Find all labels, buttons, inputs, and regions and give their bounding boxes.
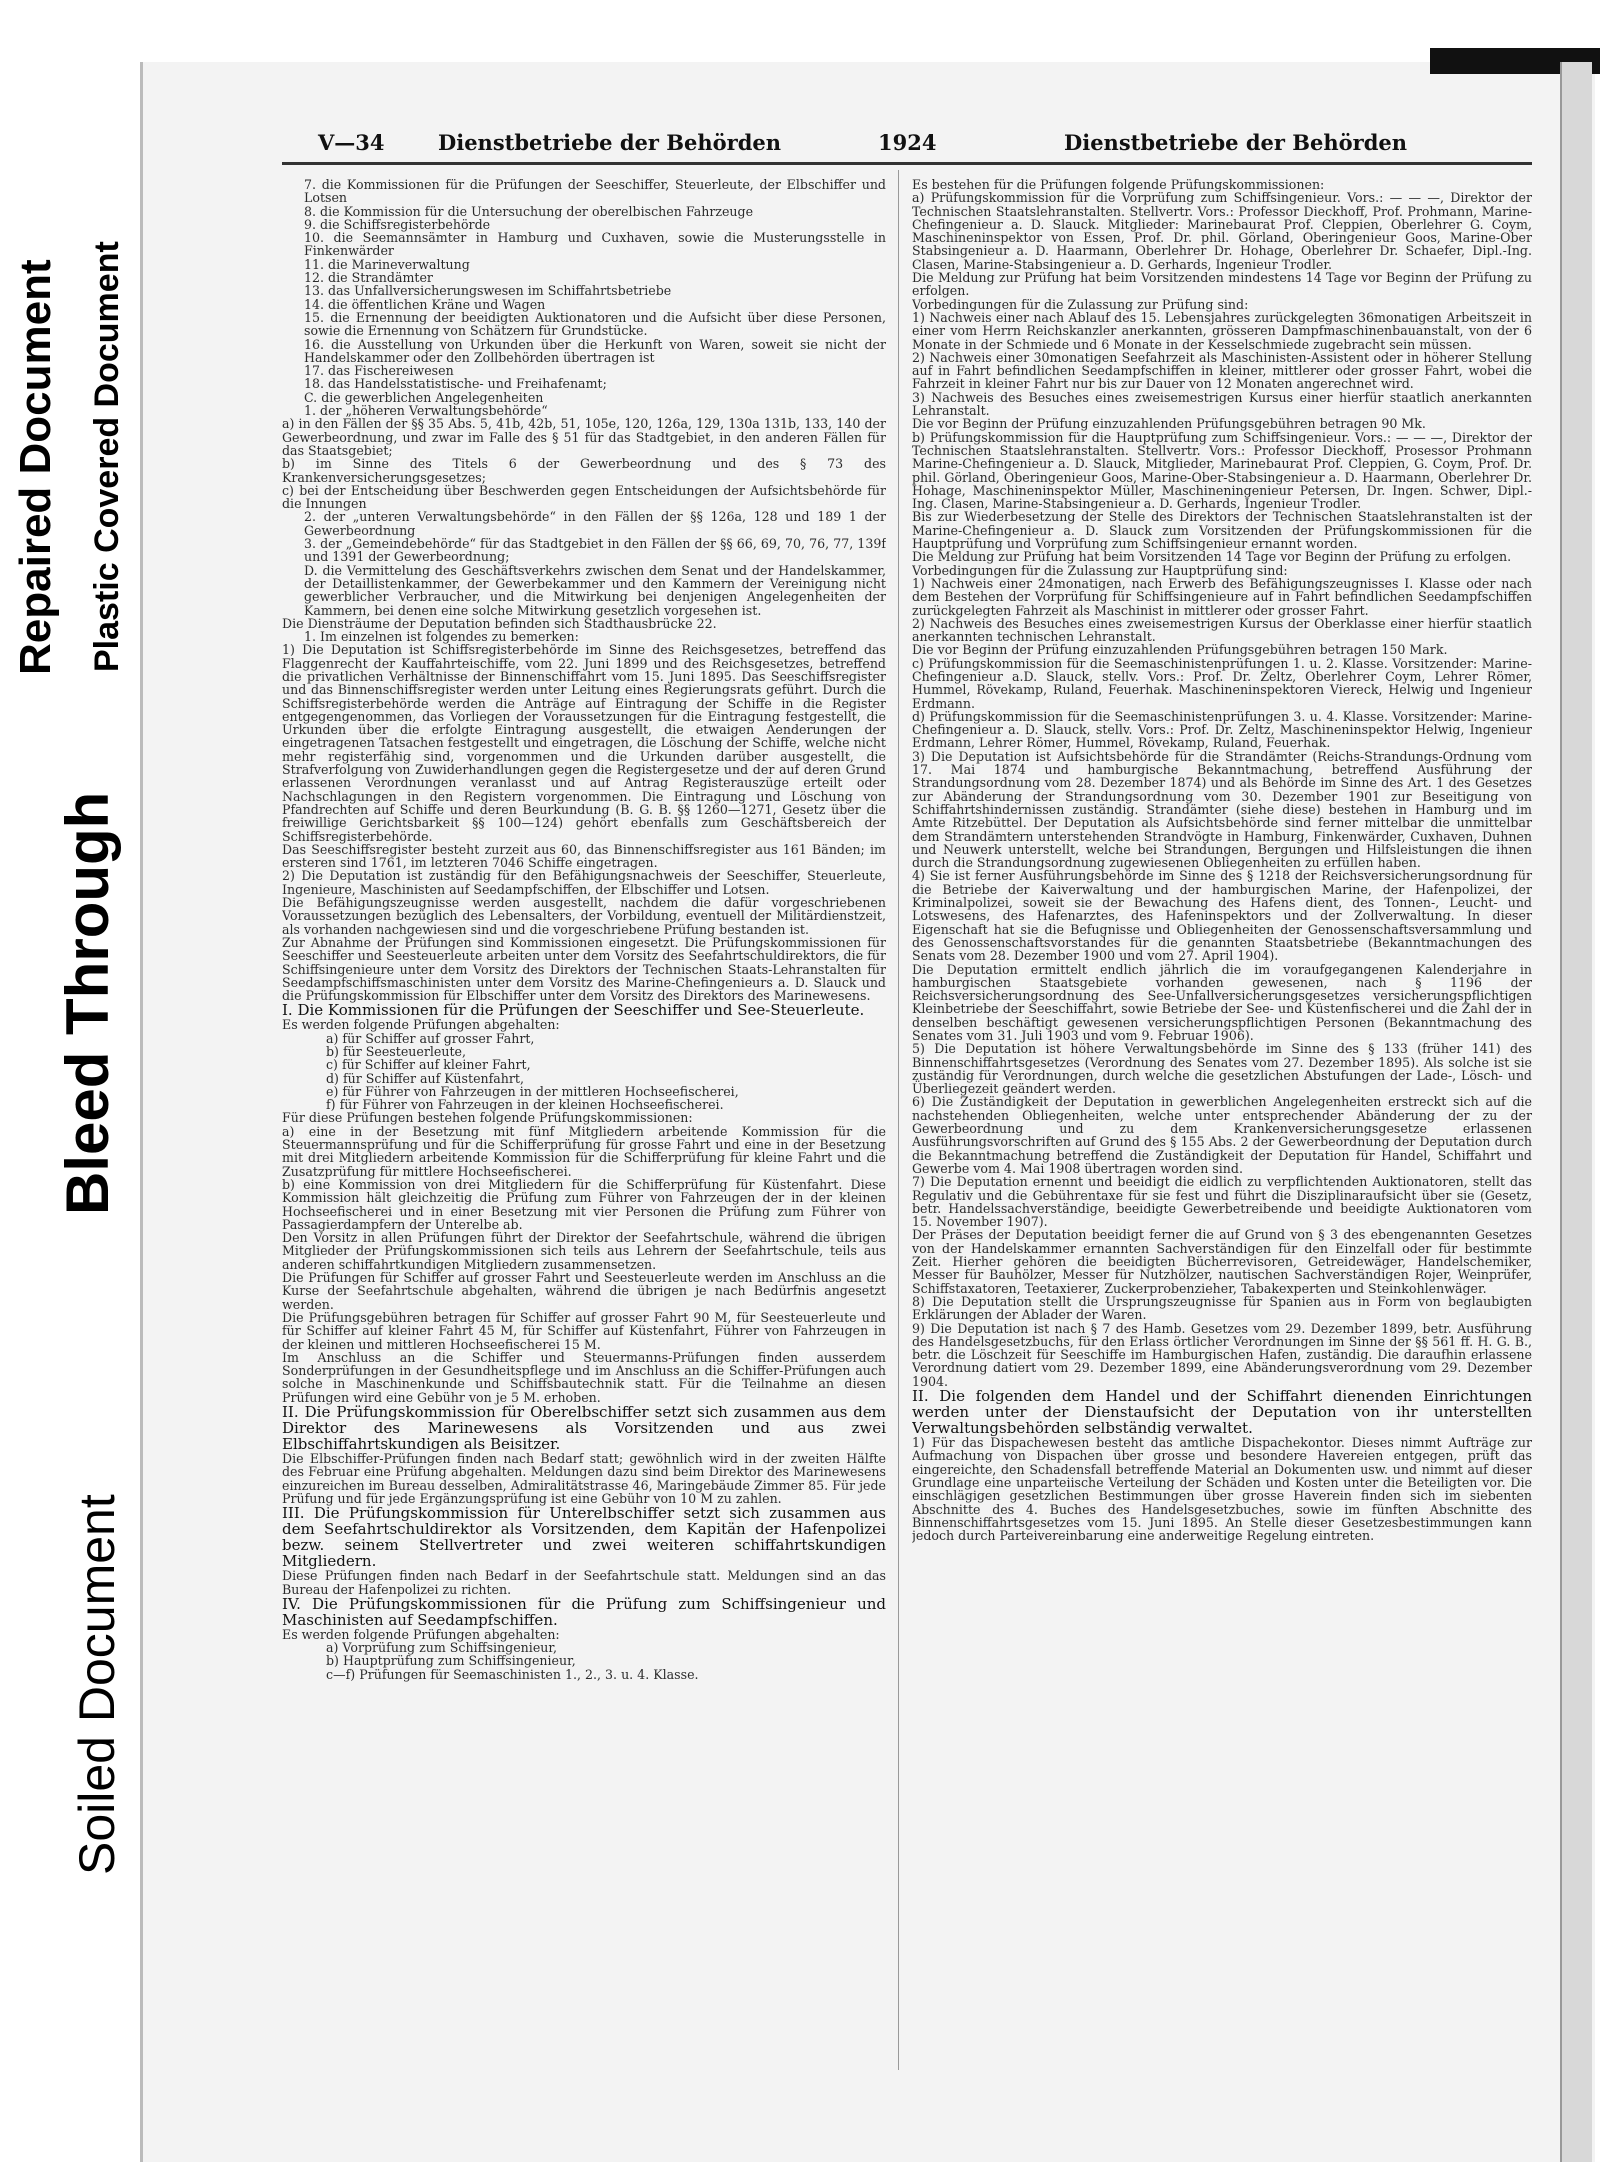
left-column-paragraph: c) für Schiffer auf kleiner Fahrt, <box>326 1057 531 1073</box>
left-column-paragraph: 14. die öffentlichen Kräne und Wagen <box>304 296 546 312</box>
left-column-paragraph: III. Die Prüfungskommission für Unterelbschiffer setzt sich zusammen aus dem Seefahrtschuldirektor als Vorsitzenden, dem Kapitän der Hafenpolizei bezw. seinem Stellvertreter und zwei weiteren schiffahrtskundigen Mitgliedern. <box>282 1504 886 1571</box>
left-column-paragraph: b) Hauptprüfung zum Schiffsingenieur, <box>326 1653 576 1669</box>
right-column-paragraph: 9) Die Deputation ist nach § 7 des Hamb. Gesetzes vom 29. Dezember 1899, betr. Ausführung des Handelsgesetzbuchs, für den Erlass örtlicher Verordnungen im Sinne der §§ 561 ff. H. G. B., betr. die Löschzeit für Seeschiffe im Hamburgischen Hafen, zuständig. Die daraufhin erlassene Verordnung datiert vom 29. Dezember 1899, eine Abänderungsverordnung vom 29. Dezember 1904. <box>912 1320 1532 1389</box>
left-column-paragraph: c) bei der Entscheidung über Beschwerden gegen Entscheidungen der Aufsichtsbehörde für die Innungen <box>282 482 886 512</box>
right-column-paragraph: d) Prüfungskommission für die Seemaschinistenprüfungen 3. u. 4. Klasse. Vorsitzender: Marine-Chefingenieur a. D. Slauck, stellv. Vors.: Prof. Dr. Zeltz, Maschineninspektor Helwig, Ingenieur Erdmann, Lehrer Römer, Hummel, Rövekamp, Ruland, Feuerhak. <box>912 708 1532 751</box>
right-running-title: Dienstbetriebe der Behörden <box>1064 130 1408 155</box>
left-column-paragraph: f) für Führer von Fahrzeugen in der kleinen Hochseefischerei. <box>326 1097 724 1113</box>
left-column-paragraph: Diese Prüfungen finden nach Bedarf in der Seefahrtschule statt. Meldungen sind an das Bureau der Hafenpolizei zu richten. <box>282 1568 886 1597</box>
left-column-paragraph: b) eine Kommission von drei Mitgliedern für die Schifferprüfung für Küstenfahrt. Diese Kommission hält gleichzeitig die Prüfung zum Führer von Fahrzeugen der in der kleinen Hochseefischerei und in einer Besetzung mit vier Personen die Prüfung zum Führer von Passagierdampfern der Unterelbe ab. <box>282 1176 886 1232</box>
soiled-document-label: Soiled Document <box>69 1494 125 1875</box>
right-column-paragraph: 1) Nachweis einer nach Ablauf des 15. Lebensjahres zurückgelegten 36monatigen Arbeitszeit in einer vom Herrn Reichskanzler anerkannten, grösseren Dampfmaschinenbauanstalt, von der 6 Monate in der Schmiede und 6 Monate in der Kesselschmiede zugebracht sein müssen. <box>912 309 1532 352</box>
left-column-paragraph: c—f) Prüfungen für Seemaschinisten 1., 2., 3. u. 4. Klasse. <box>326 1666 699 1682</box>
left-column-paragraph: Zur Abnahme der Prüfungen sind Kommissionen eingesetzt. Die Prüfungskommissionen für Seeschiffer und Seesteuerleute arbeiten unter dem Vorsitz des Seefahrtschuldirektors, die für Schiffsingenieure unter dem Vorsitz des Direktors der Technischen Staats-Lehranstalten für Seedampfschiffsmaschinisten unter dem Vorsitz des Marine-Chefingenieurs a. D. Slauck und die Prüfungskommission für Elbschiffer unter dem Vorsitz des Direktors des Marinewesens. <box>282 934 886 1004</box>
left-column-paragraph: 8. die Kommission für die Untersuchung der oberelbischen Fahrzeuge <box>304 203 754 219</box>
header-rule <box>282 162 1532 165</box>
right-column-paragraph: 4) Sie ist ferner Ausführungsbehörde im Sinne des § 1218 der Reichsversicherungsordnung für die Betriebe der Kaiverwaltung und der hamburgischen Marine, der Hafenpolizei, der Kriminalpolizei, soweit sie der Bewachung des Hafens dient, des Tonnen-, Leucht- und Lotswesens, des Hafenarztes, des Hafeninspektors und der Zollverwaltung. In dieser Eigenschaft hat sie die Befugnisse und Obliegenheiten der Genossenschaftsversammlung und des Genossenschaftsvorstandes für die genannten Staatsbetriebe (Bekanntmachungen des Senats vom 28. Dezember 1900 und vom 27. April 1904). <box>912 868 1532 964</box>
left-column-paragraph: 1) Die Deputation ist Schiffsregisterbehörde im Sinne des Reichsgesetzes, betreffend das Flaggenrecht der Kauffahrteischiffe, vom 22. Juni 1899 und des Reichsgesetzes, betreffend die privatlichen Verhältnisse der Binnenschiffahrt vom 15. Juni 1895. Das Seeschiffsregister und das Binnenschiffsregister werden unter Leitung eines Regierungsrats geführt. Durch die Schiffsregisterbehörde werden die Anträge auf Eintragung der Schiffe in die Register entgegengenommen, das Vorliegen der Voraussetzungen für die Eintragung festgestellt, die Urkunden über die erfolgte Eintragung ausgestellt, die etwaigen Aenderungen der eingetragenen Tatsachen festgestellt und eingetragen, die Löschung der Schiffe, welche nicht mehr registerfähig sind, vorgenommen und die Urkunden darüber ausgestellt, die Strafverfolgung von Zuwiderhandlungen gegen die Registergesetze und der auf deren Grund erlassenen Verordnungen veranlasst und auf Antrag Registerauszüge erteilt oder Nachschlagungen in den Registern vorgenommen. Die Eintragung und Löschung von Pfandrechten auf Schiffe und deren Beurkundung (B. G. B. §§ 1260—1271, Gesetz über die freiwillige Gerichtsbarkeit §§ 100—124) gehört ebenfalls zum Geschäftsbereich der Schiffsregisterbehörde. <box>282 642 886 844</box>
repaired-document-label: Repaired Document <box>11 259 60 675</box>
bleed-through-label: Bleed Through <box>54 791 121 1215</box>
right-column-paragraph: 7) Die Deputation ernennt und beeidigt die eidlich zu verpflichtenden Auktionatoren, stellt das Regulativ und die Gebührentaxe für sie fest und führt die Disziplinaraufsicht über sie (Gesetz, betr. Handelssachverständige, beeidigte Gewerbetreibende und beeidigte Auktionatoren vom 15. November 1907). <box>912 1174 1532 1230</box>
right-column-paragraph: Die vor Beginn der Prüfung einzuzahlenden Prüfungsgebühren betragen 90 Mk. <box>912 416 1426 432</box>
left-column-paragraph: 13. das Unfallversicherungswesen im Schiffahrtsbetriebe <box>304 283 672 299</box>
right-column-paragraph: 1) Nachweis einer 24monatigen, nach Erwerb des Befähigungszeugnisses I. Klasse oder nach dem Bestehen der Vorprüfung für Schiffsingenieure auf in Fahrt befindlichen Seedampfschiffen zurückgelegten Fahrzeit als Maschinist in mittlerer oder grosser Fahrt. <box>912 575 1532 618</box>
right-column-paragraph: 2) Nachweis einer 30monatigen Seefahrzeit als Maschinisten-Assistent oder in höherer Stellung auf in Fahrt befindlichen Seedampfschiffen in kleiner, mittlerer oder grosser Fahrt, wobei die Fahrzeit in kleiner Fahrt nur bis zur Dauer von 12 Monaten angerechnet wird. <box>912 349 1532 392</box>
left-column-paragraph: 18. das Handelsstatistische- und Freihafenamt; <box>304 376 607 392</box>
left-column-paragraph: Die Elbschiffer-Prüfungen finden nach Bedarf statt; gewöhnlich wird in der zweiten Hälfte des Februar eine Prüfung abgehalten. Meldungen dazu sind beim Direktor des Marinewesens einzureichen im Bureau desselben, Admiralitätstrasse 46, Maringebäude Zimmer 85. Für jede Prüfung und für jede Ergänzungsprüfung ist eine Gebühr von 10 M zu zahlen. <box>282 1451 886 1506</box>
year-heading: 1924 <box>878 130 937 155</box>
right-column-paragraph: Vorbedingungen für die Zulassung zur Hauptprüfung sind: <box>912 562 1288 578</box>
right-column-paragraph: Der Präses der Deputation beeidigt ferner die auf Grund von § 3 des ebengenannten Gesetzes von der Handelskammer ernannten Sachverständigen für den Einzelfall oder für bestimmte Zeit. Hierher gehören die beeidigten Bücherrevisoren, Getreidewäger, Handelschemiker, Messer für Bauhölzer, Messer für Nutzhölzer, nautischen Sachverständigen Rojer, Weinprüfer, Schiffstaxatoren, Teetaxierer, Zuckerprobenzieher, Tabakexperten und Steinkohlenwäger. <box>912 1227 1532 1296</box>
left-column-paragraph: Die Befähigungszeugnisse werden ausgestellt, nachdem die dafür vorgeschriebenen Voraussetzungen bezüglich des Lebensalters, der Vorbildung, eventuell der Militärdienstzeit, als vorhanden nachgewiesen sind und die vorgeschriebene Prüfung bestanden ist. <box>282 895 886 937</box>
right-column-paragraph: a) Prüfungskommission für die Vorprüfung zum Schiffsingenieur. Vors.: — — —, Direktor der Technischen Staatslehranstalten. Stellvertr. Vors.: Professor Dieckhoff, Prof. Prohmann, Marine-Chefingenieur a. D. Slauck. Mitglieder: Marinebaurat Prof. Cleppien, Oberlehrer G. Coym, Maschineninspektor von Essen, Prof. Dr. phil. Görland, Oberingenieur Goos, Marine-Ober Stabsingenieur a. D. Haarmann, Oberlehrer Dr. Hohage, Oberlehrer Dr. Schaefer, Dipl.-Ing. Clasen, Marine-Stabsingenieur a. D. Gerhards, Ingenieur Trodler. <box>912 190 1532 272</box>
left-column-paragraph: 12. die Strandämter <box>304 270 433 286</box>
right-column-paragraph: Die Deputation ermittelt endlich jährlich die im voraufgegangenen Kalenderjahre in hamburgischen Staatsgebiete vorhanden gewesenen, nach § 1196 der Reichsversicherungsordnung des See-Unfallversicherungsgesetzes versicherungspflichtigen Kleinbetriebe der Seeschiffahrt, sowie Betriebe der See- und Küstenfischerei und die Zahl der in denselben beschäftigt gewesenen versicherungspflichtigen Personen (Bekanntmachung des Senates vom 31. Juli 1903 und vom 9. Februar 1906). <box>912 961 1532 1043</box>
left-column-paragraph: 10. die Seemannsämter in Hamburg und Cuxhaven, sowie die Musterungsstelle in Finkenwärder <box>304 230 886 259</box>
right-column-paragraph: Die Meldung zur Prüfung hat beim Vorsitzenden 14 Tage vor Beginn der Prüfung zu erfolgen. <box>912 549 1512 565</box>
right-column-paragraph: 2) Nachweis des Besuches eines zweisemestrigen Kursus der Oberklasse einer hierfür staatlich anerkannten technischen Lehranstalt. <box>912 615 1532 645</box>
left-running-title: Dienstbetriebe der Behörden <box>438 130 782 155</box>
left-column-paragraph: 15. die Ernennung der beeidigten Auktionatoren und die Aufsicht über diese Personen, sowie die Ernennung von Schätzern für Grundstücke. <box>304 309 886 339</box>
left-column-paragraph: 2. der „unteren Verwaltungsbehörde“ in den Fällen der §§ 126a, 128 und 189 1 der Gewerbeordnung <box>304 509 886 538</box>
left-column-paragraph: a) eine in der Besetzung mit fünf Mitgliedern arbeitende Kommission für die Steuermannsprüfung und für die Schifferprüfung für grosse Fahrt und eine in der Besetzung mit drei Mitgliedern arbeitende Kommission für die Schifferprüfung für kleine Fahrt und die Zusatzprüfung für mittlere Hochseefischerei. <box>282 1123 886 1179</box>
right-column-paragraph: b) Prüfungskommission für die Hauptprüfung zum Schiffsingenieur. Vors.: — — —, Direktor der Technischen Staatslehranstalten. Stellvertr. Vors.: Professor Dieckhoff, Prosessor Prohmann Marine-Chefingenieur a. D. Slauck, Mitglieder, Marinebaurat Prof. Cleppien, G. Coym, Prof. Dr. phil. Görland, Oberingenieur Goos, Marine-Ober-Stabsingenieur a. D. Haarmann, Oberlehrer Dr. Hohage, Maschineninspektor Müller, Maschineningenieur Petersen, Dr. Ingen. Schwer, Dipl.-Ing. Clasen, Marine-Stabsingenieur a. D. Gerhards, Ingenieur Trodler. <box>912 429 1532 512</box>
plastic-covered-document-label: Plastic Covered Document <box>88 241 126 672</box>
left-column-paragraph: 1. Im einzelnen ist folgendes zu bemerken: <box>304 629 579 645</box>
left-column-paragraph: C. die gewerblichen Angelegenheiten <box>304 389 544 405</box>
left-column-paragraph: Die Prüfungen für Schiffer auf grosser Fahrt und Seesteuerleute werden im Anschluss an die Kurse der Seefahrtschule abgehalten, während die übrigen je nach Bedürfnis angesetzt werden. <box>282 1270 886 1312</box>
left-column-paragraph: 2) Die Deputation ist zuständig für den Befähigungsnachweis der Seeschiffer, Steuerleute, Ingenieure, Maschinisten auf Seedampfschiffen, der Elbschiffer und Lotsen. <box>282 868 886 897</box>
column-divider <box>898 170 899 2070</box>
left-column-paragraph: Für diese Prüfungen bestehen folgende Prüfungskommissionen: <box>282 1110 693 1126</box>
right-column-paragraph: c) Prüfungskommission für die Seemaschinistenprüfungen 1. u. 2. Klasse. Vorsitzender: Marine-Chefingenieur a.D. Slauck, stellv. Vors.: Prof. Dr. Zeltz, Oberlehrer Coym, Lehrer Römer, Hummel, Rövekamp, Ruland, Feuerhak. Maschineninspektoren Viereck, Helwig und Ingenieur Erdmann. <box>912 655 1532 711</box>
left-page-number: V—34 <box>318 130 385 155</box>
right-column-paragraph: Vorbedingungen für die Zulassung zur Prüfung sind: <box>912 296 1249 312</box>
left-column-paragraph: Das Seeschiffsregister besteht zurzeit aus 60, das Binnenschiffsregister aus 161 Bänden; im ersteren sind 1761, im letzteren 7046 Schiffe eingetragen. <box>282 841 886 871</box>
right-column-paragraph: 3) Nachweis des Besuches eines zweisemestrigen Kursus einer hierfür staatlich anerkannten Lehranstalt. <box>912 389 1532 419</box>
left-column-paragraph: 7. die Kommissionen für die Prüfungen der Seeschiffer, Steuerleute, der Elbschiffer und Lotsen <box>304 178 886 206</box>
right-column-paragraph: Die Meldung zur Prüfung hat beim Vorsitzenden mindestens 14 Tage vor Beginn der Prüfung zu erfolgen. <box>912 270 1532 299</box>
left-column-paragraph: IV. Die Prüfungskommissionen für die Prüfung zum Schiffsingenieur und Maschinisten auf Seedampfschiffen. <box>282 1594 886 1629</box>
right-column-paragraph: Es bestehen für die Prüfungen folgende Prüfungskommissionen: <box>912 178 1325 192</box>
left-column-paragraph: 16. die Ausstellung von Urkunden über die Herkunft von Waren, soweit sie nicht der Handelskammer oder den Zollbehörden übertragen ist <box>304 336 886 365</box>
right-column-paragraph: Die vor Beginn der Prüfung einzuzahlenden Prüfungsgebühren betragen 150 Mark. <box>912 642 1448 658</box>
left-column-paragraph: Die Diensträume der Deputation befinden sich Stadthausbrücke 22. <box>282 615 717 631</box>
left-column-paragraph: 11. die Marineverwaltung <box>304 256 470 272</box>
left-column-paragraph: Es werden folgende Prüfungen abgehalten: <box>282 1017 560 1033</box>
right-text-column <box>912 178 1532 2058</box>
left-column-paragraph: e) für Führer von Fahrzeugen in der mittleren Hochseefischerei, <box>326 1083 739 1099</box>
left-text-column <box>282 178 886 2058</box>
left-column-paragraph: a) Vorprüfung zum Schiffsingenieur, <box>326 1640 558 1656</box>
left-column-paragraph: II. Die Prüfungskommission für Oberelbschiffer setzt sich zusammen aus dem Direktor des Marinewesens als Vorsitzenden und aus zwei Elbschiffahrtskundigen als Beisitzer. <box>282 1403 886 1454</box>
right-column-paragraph: 1) Für das Dispachewesen besteht das amtliche Dispachekontor. Dieses nimmt Aufträge zur Aufmachung von Dispachen über grosse und besondere Havereien entgegen, prüft das eingereichte, den Schadensfall betreffende Material an Dokumenten usw. und nimmt auf dieser Grundlage eine unparteiische Verteilung der Schäden und Kosten unter die Beteiligten vor. Die einschlägigen gesetzlichen Bestimmungen über grosse Haverein finden sich im siebenten Abschnitte des 4. Buches des Handelsgesetzbuches, sowie im fünften Abschnitte des Binnenschiffahrtsgesetzes vom 15. Juni 1895. An Stelle dieser Gesetzesbestimmungen kann jedoch durch Parteivereinbarung eine anderweitige Regelung eintreten. <box>912 1435 1532 1544</box>
left-column-paragraph: Die Prüfungsgebühren betragen für Schiffer auf grosser Fahrt 90 M, für Seesteuerleute und für Schiffer auf kleiner Fahrt 45 M, für Schiffer auf Küstenfahrt, Führer von Fahrzeugen in der kleinen und mittleren Hochseefischerei 15 M. <box>282 1309 886 1352</box>
left-column-paragraph: b) im Sinne des Titels 6 der Gewerbeordnung und des § 73 des Krankenversicherungsgesetzes; <box>282 456 886 485</box>
left-column-paragraph: 9. die Schiffsregisterbehörde <box>304 216 491 232</box>
left-column-paragraph: D. die Vermittelung des Geschäftsverkehrs zwischen dem Senat und der Handelskammer, der Detaillistenkammer, der Gewerbekammer und den Kammern der Vereinigung nicht gewerblicher Verbraucher, und die Mitwirkung bei denjenigen Angelegenheiten der Kammern, bei denen eine solche Mitwirkung gesetzlich vorgesehen ist. <box>304 562 886 618</box>
right-column-paragraph: 5) Die Deputation ist höhere Verwaltungsbehörde im Sinne des § 133 (früher 141) des Binnenschiffahrtsgesetzes (Verordnung des Senates vom 27. Dezember 1895). Als solche ist sie zuständig für Verordnungen, durch welche die gesetzlichen Abstufungen der Lade-, Lösch- und Überliegezeit geändert werden. <box>912 1041 1532 1097</box>
left-column-paragraph: 3. der „Gemeindebehörde“ für das Stadtgebiet in den Fällen der §§ 66, 69, 70, 76, 77, 139f und 1391 der Gewerbeordnung; <box>304 536 886 565</box>
left-column-paragraph: 1. der „höheren Verwaltungsbehörde“ <box>304 403 548 419</box>
left-column-paragraph: a) für Schiffer auf grosser Fahrt, <box>326 1030 535 1046</box>
left-column-paragraph: I. Die Kommissionen für die Prüfungen der Seeschiffer und See-Steuerleute. <box>282 1001 865 1020</box>
left-column-paragraph: Im Anschluss an die Schiffer und Steuermanns-Prüfungen finden ausserdem Sonderprüfungen in der Gesundheitspflege und im Anschluss an die Schiffer-Prüfungen auch solche in Maschinenkunde und Schiffsbautechnik statt. Für die Teilnahme an diesen Prüfungen wird eine Gebühr von je 5 M. erhoben. <box>282 1349 886 1405</box>
right-column-paragraph: Bis zur Wiederbesetzung der Stelle des Direktors der Technischen Staatslehranstalten ist der Marine-Chefingenieur a. D. Slauck zum Vorsitzenden der Prüfungskommissionen für die Hauptprüfung und Vorprüfung zum Schiffsingenieur ernannt worden. <box>912 509 1532 552</box>
scan-edge-right <box>1560 62 1592 2162</box>
left-column-paragraph: b) für Seesteuerleute, <box>326 1044 466 1059</box>
right-column-paragraph: 8) Die Deputation stellt die Ursprungszeugnisse für Spanien aus in Form von beglaubigten Erklärungen der Ablader der Waren. <box>912 1293 1532 1323</box>
left-column-paragraph: a) in den Fällen der §§ 35 Abs. 5, 41b, 42b, 51, 105e, 120, 126a, 129, 130a 131b, 133, 140 der Gewerbeordnung, und zwar im Falle des § 51 für das Stadtgebiet, in den anderen Fällen für das Staatsgebiet; <box>282 416 886 458</box>
right-column-paragraph: II. Die folgenden dem Handel und der Schiffahrt dienenden Einrichtungen werden unter der Dienstaufsicht der Deputation von ihr unterstellten Verwaltungsbehörden selbständig verwaltet. <box>912 1387 1532 1438</box>
left-column-paragraph: 17. das Fischereiwesen <box>304 363 454 379</box>
right-column-paragraph: 6) Die Zuständigkeit der Deputation in gewerblichen Angelegenheiten erstreckt sich auf die nachstehenden Obliegenheiten, welche unter entsprechender Abänderung der zu der Gewerbeordnung und zu dem Krankenversicherungsgesetze erlassenen Ausführungsvorschriften auf Grund des § 155 Abs. 2 der Gewerbeordnung der Deputation durch die Bekanntmachung betreffend die Zuständigkeit der Deputation für Handel, Schiffahrt und Gewerbe vom 4. Mai 1908 übertragen worden sind. <box>912 1094 1532 1176</box>
left-column-paragraph: Den Vorsitz in allen Prüfungen führt der Direktor der Seefahrtschule, während die übrigen Mitglieder der Prüfungskommissionen sich teils aus Lehrern der Seefahrtschule, teils aus anderen schiffahrtkundigen Mitgliedern zusammensetzen. <box>282 1230 886 1272</box>
left-column-paragraph: d) für Schiffer auf Küstenfahrt, <box>326 1070 524 1086</box>
left-column-paragraph: Es werden folgende Prüfungen abgehalten: <box>282 1626 560 1642</box>
right-column-paragraph: 3) Die Deputation ist Aufsichtsbehörde für die Strandämter (Reichs-Strandungs-Ordnung vom 17. Mai 1874 und hamburgische Bekanntmachung, betreffend Ausführung der Strandungsordnung vom 28. Dezember 1874) und als Behörde im Sinne des Art. 1 des Gesetzes zur Abänderung der Strandungsordnung vom 30. Dezember 1901 zur Beseitigung von Schiffahrtshindernissen zuständig. Strandämter (siehe diese) bestehen in Hamburg und im Amte Ritzebüttel. Der Deputation als Aufsichtsbehörde sind ferner mittelbar die unmittelbar dem Strandämtern unterstehenden Strandvögte in Hamburg, Finkenwärder, Cuxhaven, Duhnen und Neuwerk unterstellt, welche bei Strandungen, Bergungen und Hilfsleistungen die ihnen durch die Strandungsordnung zugewiesenen Obliegenheiten zu erfüllen haben. <box>912 748 1532 871</box>
